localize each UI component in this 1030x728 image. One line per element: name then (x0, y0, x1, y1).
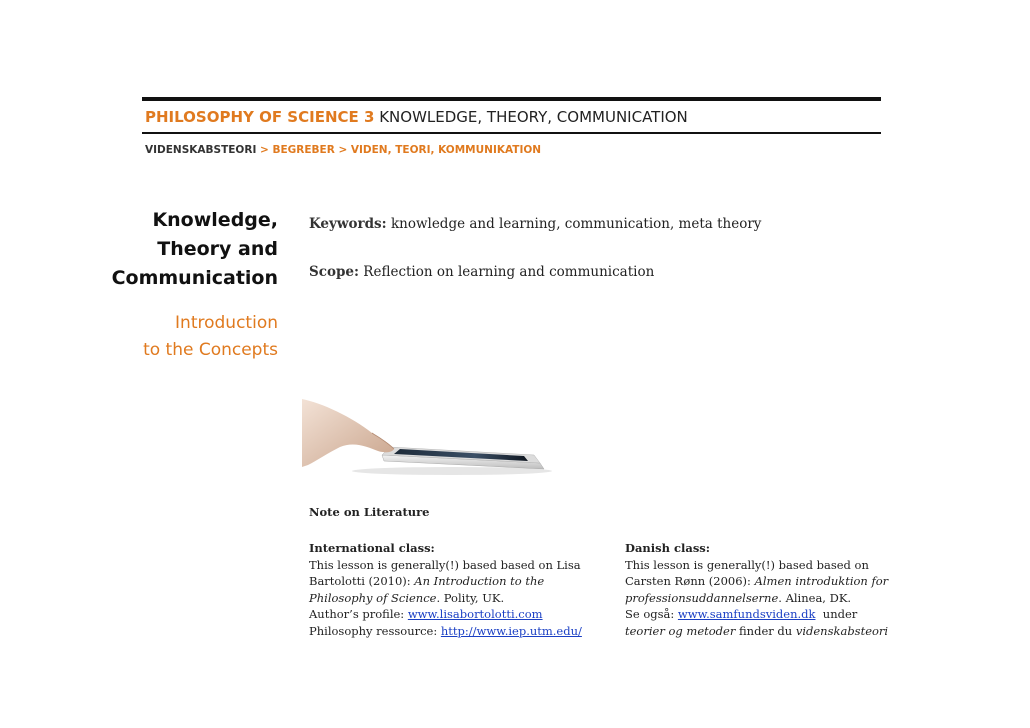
philosophy-resource-link[interactable]: http://www.iep.utm.edu/ (440, 623, 582, 638)
international-line (309, 606, 582, 623)
danish-book-title: professionsuddannelserne (625, 590, 779, 605)
international-class-heading: International class: (309, 541, 435, 555)
theory-methods-term: teorier og metoder (625, 623, 736, 638)
samfundsviden-link[interactable]: www.samfundsviden.dk (677, 607, 816, 621)
international-line (309, 623, 582, 640)
resource-label: Philosophy ressource: (309, 623, 441, 638)
lesson-subtitle (100, 310, 278, 364)
keywords-line (309, 216, 761, 232)
topic-name: KNOWLEDGE, THEORY, COMMUNICATION (379, 108, 688, 126)
danish-class-block (625, 540, 888, 639)
scope-value: Reflection on learning and communication (363, 264, 655, 280)
danish-author: Carsten Rønn (2006): (625, 574, 755, 588)
danish-book-title: Almen introduktion for (754, 574, 889, 588)
danish-line: This lesson is generally(!) based based on (625, 557, 869, 572)
danish-publisher: . Alinea, DK. (778, 590, 852, 605)
literature-heading: Note on Literature (309, 505, 430, 519)
international-publisher: . Polity, UK. (436, 590, 505, 605)
international-line: This lesson is generally(!) based based on Lisa (309, 557, 581, 572)
international-book-title: Philosophy of Science (309, 590, 437, 605)
page-title (145, 108, 688, 126)
lesson-title-line: Knowledge, (152, 209, 278, 231)
author-profile-link[interactable]: www.lisabortolotti.com (407, 607, 543, 621)
hand-touching-tablet-image (302, 395, 552, 477)
breadcrumb (145, 144, 541, 156)
lesson-subtitle-line: Introduction (175, 313, 278, 333)
scope-label: Scope: (309, 264, 359, 280)
lesson-title-line: Theory and (157, 238, 278, 260)
see-also-label: Se også: (625, 607, 678, 621)
lesson-title-line: Communication (111, 267, 278, 289)
header-rule-top (142, 97, 881, 101)
keywords-label: Keywords: (309, 216, 387, 232)
danish-class-heading: Danish class: (625, 541, 711, 555)
danish-line (625, 606, 888, 623)
lesson-subtitle-line: to the Concepts (143, 340, 278, 360)
lesson-title (100, 206, 278, 293)
see-also-suffix: under (815, 607, 858, 621)
international-line (309, 573, 582, 590)
danish-line (625, 623, 888, 640)
danish-line (625, 573, 888, 590)
breadcrumb-root: VIDENSKABSTEORI (145, 144, 257, 156)
header-rule-bottom (142, 132, 881, 134)
finder-du-text: finder du (735, 623, 796, 638)
course-name: PHILOSOPHY OF SCIENCE 3 (145, 108, 375, 126)
danish-line (625, 590, 888, 607)
keywords-value: knowledge and learning, communication, meta theory (390, 216, 762, 232)
international-author: Bartolotti (2010): (309, 574, 415, 588)
breadcrumb-trail: > BEGREBER > VIDEN, TEORI, KOMMUNIKATION (260, 144, 542, 156)
international-line (309, 590, 582, 607)
scope-line (309, 264, 654, 280)
videnskabsteori-term: videnskabsteori (795, 623, 889, 638)
international-class-block (309, 540, 582, 639)
profile-label: Author’s profile: (309, 607, 408, 621)
international-book-title: An Introduction to the (414, 574, 545, 588)
